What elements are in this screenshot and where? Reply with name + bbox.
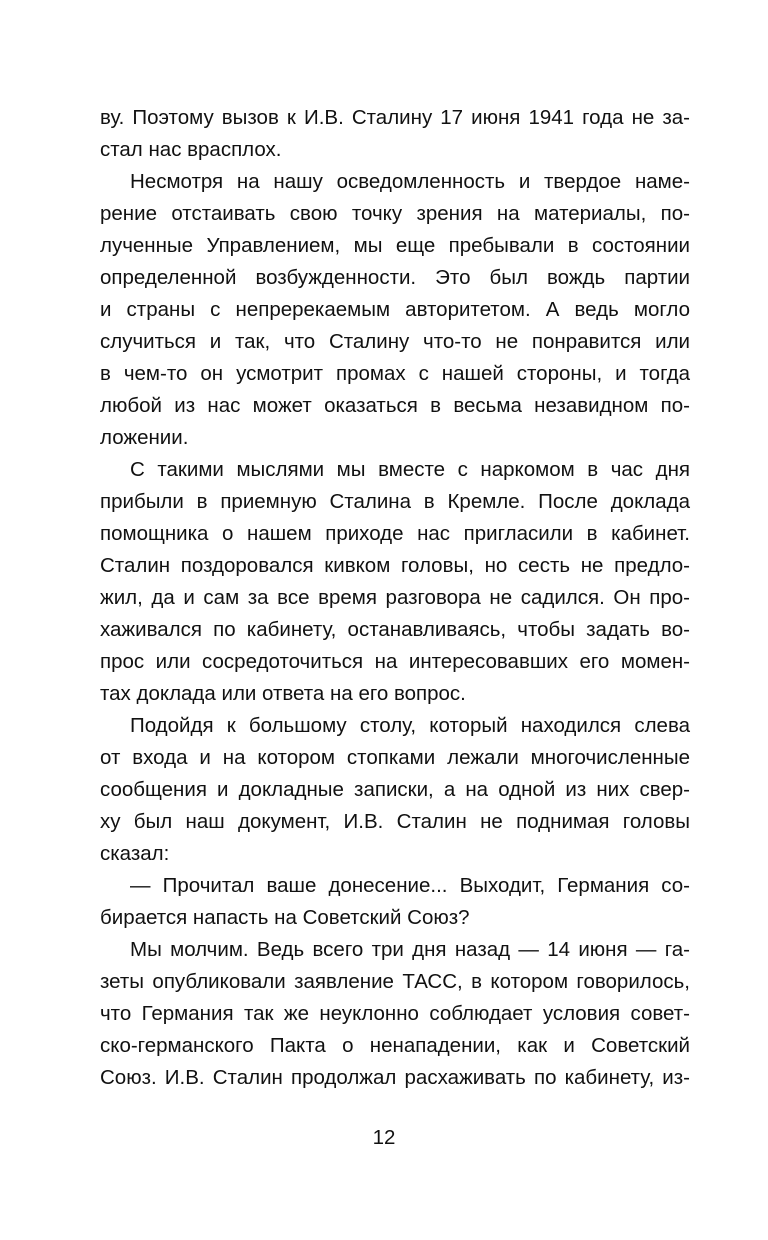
text-line: прибыли в приемную Сталина в Кремле. После доклада bbox=[100, 490, 690, 513]
text-line: рение отстаивать свою точку зрения на материалы, по- bbox=[100, 202, 690, 225]
text-line: ху был наш документ, И.В. Сталин не поднимая головы bbox=[100, 810, 690, 833]
text-line: случиться и так, что Сталину что-то не понравится или bbox=[100, 330, 690, 353]
text-line: Сталин поздоровался кивком головы, но сесть не предло- bbox=[100, 554, 690, 577]
text-line: Подойдя к большому столу, который находился слева bbox=[130, 714, 690, 737]
text-line: определенной возбужденности. Это был вождь партии bbox=[100, 266, 690, 289]
text-line: зеты опубликовали заявление ТАСС, в котором говорилось, bbox=[100, 970, 690, 993]
text-line: ложении. bbox=[100, 426, 189, 449]
text-line: Союз. И.В. Сталин продолжал расхаживать по кабинету, из- bbox=[100, 1066, 690, 1089]
text-line: от входа и на котором стопками лежали многочисленные bbox=[100, 746, 690, 769]
text-line: Мы молчим. Ведь всего три дня назад — 14 июня — га- bbox=[130, 938, 690, 961]
page-number: 12 bbox=[372, 1126, 396, 1149]
text-line: прос или сосредоточиться на интересовавших его момен- bbox=[100, 650, 690, 673]
text-line: стал нас врасплох. bbox=[100, 138, 282, 161]
text-line: бирается напасть на Советский Союз? bbox=[100, 906, 470, 929]
text-line: — Прочитал ваше донесение... Выходит, Германия со- bbox=[130, 874, 690, 897]
text-line: сказал: bbox=[100, 842, 170, 865]
text-line: хаживался по кабинету, останавливаясь, чтобы задать во- bbox=[100, 618, 690, 641]
text-line: С такими мыслями мы вместе с наркомом в час дня bbox=[130, 458, 690, 481]
text-line: Несмотря на нашу осведомленность и твердое наме- bbox=[130, 170, 690, 193]
text-line: в чем-то он усмотрит промах с нашей стороны, и тогда bbox=[100, 362, 690, 385]
text-line: жил, да и сам за все время разговора не садился. Он про- bbox=[100, 586, 690, 609]
text-line: и страны с непререкаемым авторитетом. А ведь могло bbox=[100, 298, 690, 321]
text-line: сообщения и докладные записки, а на одной из них свер- bbox=[100, 778, 690, 801]
text-line: ско-германского Пакта о ненападении, как и Советский bbox=[100, 1034, 690, 1057]
text-line: ву. Поэтому вызов к И.В. Сталину 17 июня 1941 года не за- bbox=[100, 106, 690, 129]
text-line: тах доклада или ответа на его вопрос. bbox=[100, 682, 466, 705]
text-line: любой из нас может оказаться в весьма незавидном по- bbox=[100, 394, 690, 417]
text-line: помощника о нашем приходе нас пригласили в кабинет. bbox=[100, 522, 690, 545]
text-line: лученные Управлением, мы еще пребывали в состоянии bbox=[100, 234, 690, 257]
text-line: что Германия так же неуклонно соблюдает условия совет- bbox=[100, 1002, 690, 1025]
